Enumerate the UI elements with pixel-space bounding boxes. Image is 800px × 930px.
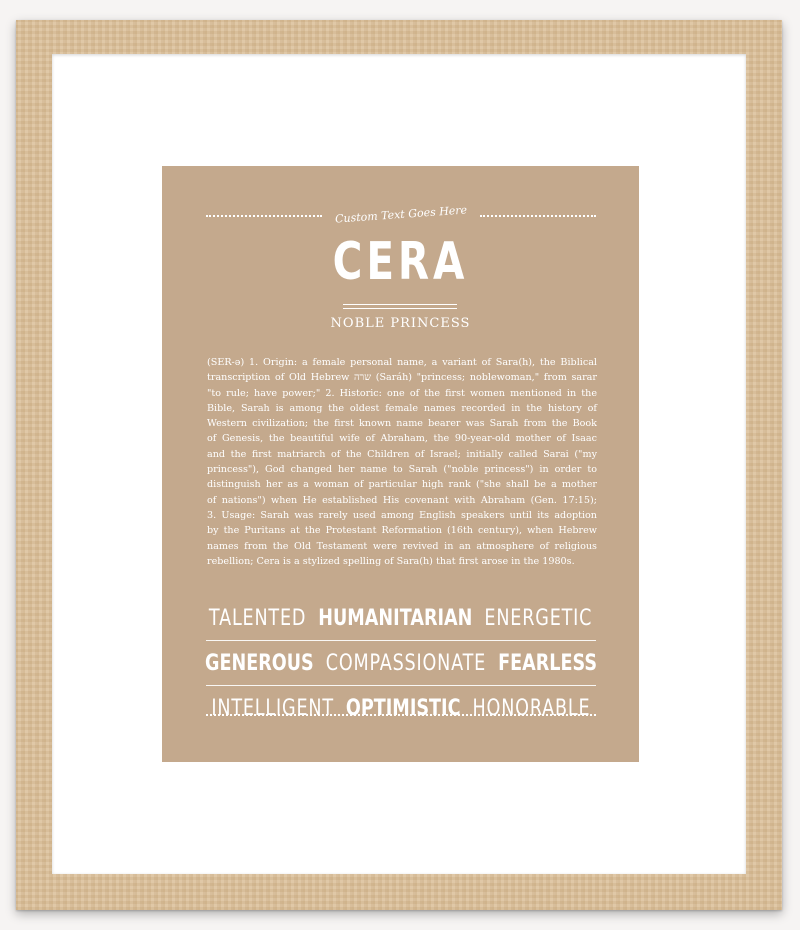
trait-row bbox=[206, 641, 596, 685]
trait-list bbox=[206, 596, 596, 730]
trait-word: ENERGETIC bbox=[484, 605, 593, 631]
definition-line: princess"), God changed her name to Sarah ("noble princess") in order to bbox=[207, 464, 597, 476]
definition-line: (SER-ə) 1. Origin: a female personal name, a variant of Sara(h), the Biblical bbox=[207, 357, 597, 368]
definition-line: 3. Usage: Sarah was rarely used among English speakers until its adoption bbox=[207, 509, 597, 521]
definition-line: of nations") when He established His covenant with Abraham (Gen. 17:15); bbox=[207, 494, 597, 506]
dotted-rule-bottom bbox=[206, 714, 596, 716]
trait-word: INTELLIGENT bbox=[211, 695, 335, 721]
definition-line: transcription of Old Hebrew שרה (Saráh) "princess; noblewoman," from sarar bbox=[207, 372, 597, 384]
dotted-rule-right bbox=[480, 215, 596, 219]
definition-line: and the first matriarch of the Children of Israel; initially called Sarai ("my bbox=[207, 448, 597, 460]
trait-word: FEARLESS bbox=[498, 650, 598, 676]
definition-line: "to rule; have power;" 2. Historic: one of the first women mentioned in the bbox=[207, 387, 597, 399]
trait-row bbox=[206, 596, 596, 640]
name-title: CERA bbox=[332, 232, 469, 292]
name-definition-print bbox=[162, 166, 639, 762]
definition-line: rebellion; Cera is a stylized spelling of Sara(h) that first arose in the 1980s. bbox=[207, 555, 575, 567]
definition-line: by the Puritans at the Protestant Reformation (16th century), when Hebrew bbox=[207, 525, 597, 537]
trait-word: TALENTED bbox=[209, 605, 307, 631]
definition-line: Bible, Sarah is among the oldest female names recorded in the history of bbox=[207, 402, 597, 414]
dotted-rule-left bbox=[206, 215, 322, 219]
trait-word: HONORABLE bbox=[472, 695, 591, 721]
custom-text: Custom Text Goes Here bbox=[334, 202, 468, 226]
trait-word: GENEROUS bbox=[204, 650, 314, 676]
trait-word: OPTIMISTIC bbox=[346, 695, 461, 721]
trait-row bbox=[206, 686, 596, 730]
definition-line: distinguish her as a woman of particular high rank ("she shall be a mother bbox=[207, 479, 597, 491]
definition-text bbox=[207, 355, 597, 569]
custom-text-row bbox=[206, 204, 596, 224]
title-rule-top bbox=[343, 304, 457, 305]
name-meaning: NOBLE PRINCESS bbox=[330, 316, 471, 331]
definition-line: of Genesis, the beautiful wife of Abraham, the 90-year-old mother of Isaac bbox=[207, 433, 597, 445]
title-rule-bottom bbox=[343, 308, 457, 309]
trait-word: HUMANITARIAN bbox=[318, 605, 473, 631]
definition-line: Western civilization; the first known name bearer was Sarah from the Book bbox=[207, 418, 597, 430]
trait-word: COMPASSIONATE bbox=[325, 650, 487, 676]
definition-line: names from the Old Testament were revived in an atmosphere of religious bbox=[207, 540, 597, 552]
